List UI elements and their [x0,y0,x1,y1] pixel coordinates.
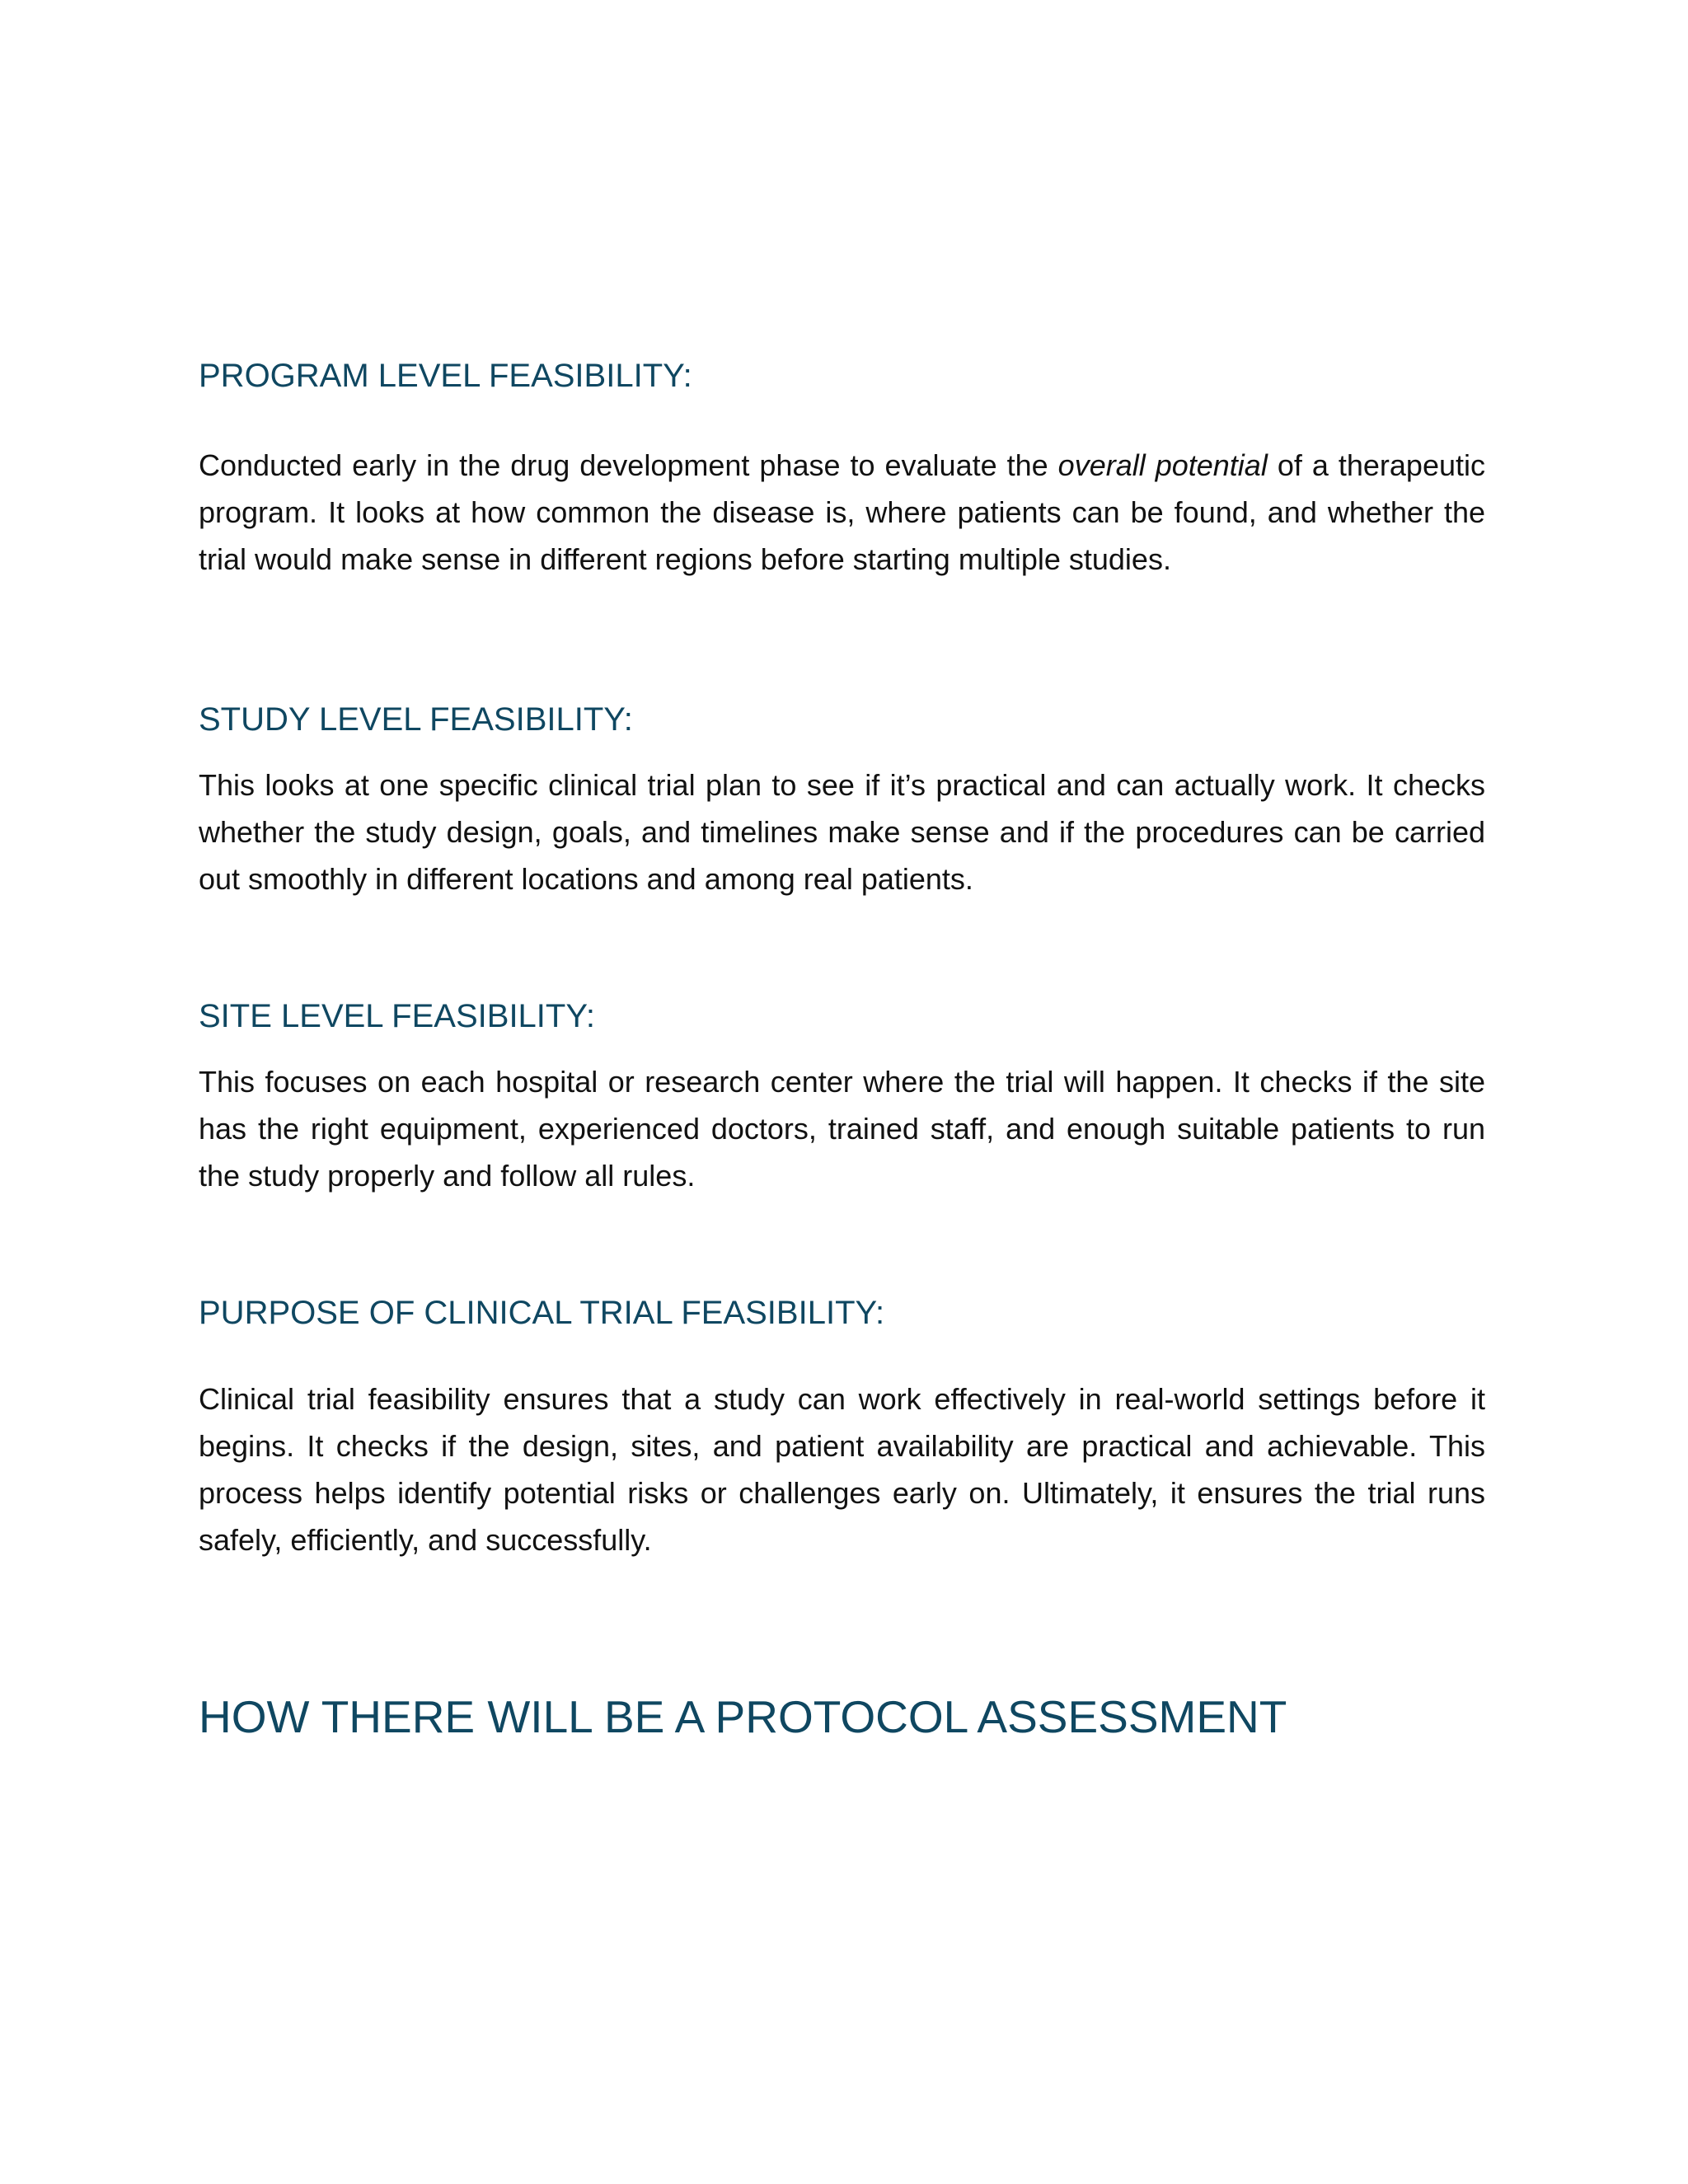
section-heading-program-level: PROGRAM LEVEL FEASIBILITY: [199,358,692,394]
section-body-site-level: This focuses on each hospital or research center where the trial will happen. It checks if the site has the right equipment, experienced doctors, trained staff, and enough suitable patients to run the study properly and follow all rules. [199,1065,1485,1193]
final-heading-protocol-assessment: HOW THERE WILL BE A PROTOCOL ASSESSMENT [199,1691,1287,1742]
section-heading-purpose: PURPOSE OF CLINICAL TRIAL FEASIBILITY: [199,1295,885,1331]
section-heading-study-level: STUDY LEVEL FEASIBILITY: [199,701,633,738]
section-body-study-level: This looks at one specific clinical trial plan to see if it’s practical and can actually work. It checks whether the study design, goals, and timelines make sense and if the procedures can be carried out smoothly in different locations and among real patients. [199,768,1485,896]
section-body-purpose: Clinical trial feasibility ensures that a study can work effectively in real-world settings before it begins. It checks if the design, sites, and patient availability are practical and achievable. This process helps identify potential risks or challenges early on. Ultimately, it ensures the trial runs safely, efficiently, and successfully. [199,1382,1485,1557]
program-body-text-start: Conducted early in the drug development phase to evaluate the [199,448,1058,482]
section-heading-site-level: SITE LEVEL FEASIBILITY: [199,998,595,1034]
section-body-program-level [199,442,1485,583]
program-body-emphasis: overall potential [1057,448,1268,482]
program-body-text-end: of a therapeutic program. It looks at how common the disease is, where patients can be found, and whether the trial would make sense in different regions before starting multiple studies. [199,448,1485,576]
